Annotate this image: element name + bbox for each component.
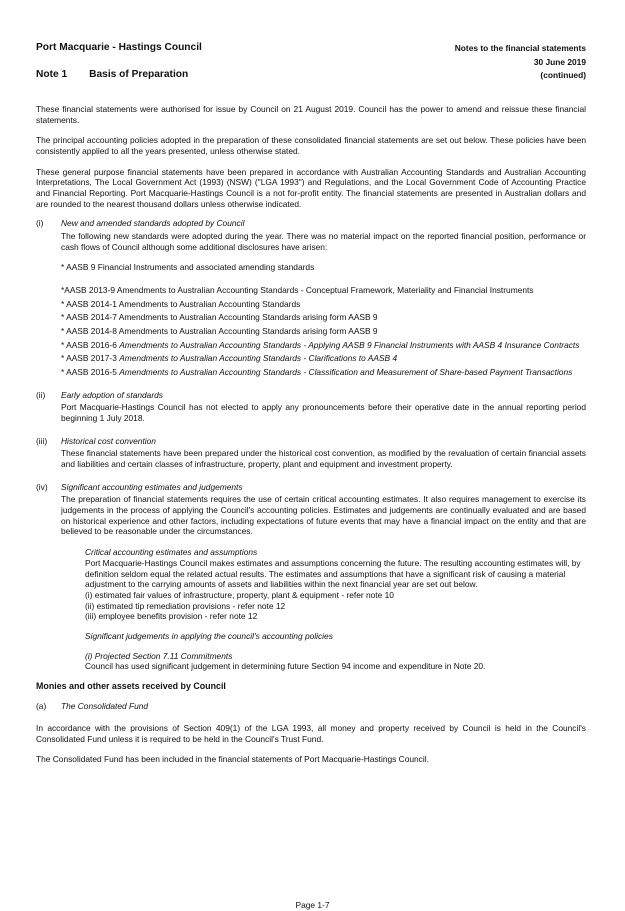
section-iv-text: The preparation of financial statements requires the use of certain critical accounting estimates. It also requires management to exercise its judgements in the process of applying the Council's accounting policies. Estimates and judgements are continually evaluated and are based on historical experience and other factors, including expectations of future events that may have a financial impact on the entity and that are believed to be reasonable under the circumstances. [61, 494, 586, 537]
section-i [36, 218, 586, 387]
estimate-item: (ii) estimated tip remediation provisions - refer note 12 [85, 600, 286, 611]
section-iv-title: Significant accounting estimates and judgements [61, 481, 243, 492]
section-a [36, 701, 586, 714]
intro-paragraph-2: The principal accounting policies adopted in the preparation of these consolidated financial statements are set out below. These policies have been consistently applied to all the years presented, unless otherwise stated. [36, 135, 586, 157]
standard-name: Amendments to Australian Accounting Standards - Clarifications to AASB 4 [119, 353, 398, 364]
standard-item: * AASB 2014-7 Amendments to Australian Accounting Standards arising form AASB 9 [61, 312, 378, 323]
section-a-title: The Consolidated Fund [61, 701, 149, 712]
critical-estimates-block [85, 547, 586, 672]
monies-heading: Monies and other assets received by Council [36, 680, 226, 691]
section-iii-number: (iii) [36, 435, 48, 446]
estimate-item: (i) estimated fair values of infrastructure, property, plant & equipment - refer note 10 [85, 589, 394, 600]
standard-item [61, 367, 586, 378]
section-iv-number: (iv) [36, 481, 48, 492]
standard-item: *AASB 2013-9 Amendments to Australian Accounting Standards - Conceptual Framework, Materiality and Financial Instruments [61, 285, 534, 296]
intro-paragraph-1: These financial statements were authorised for issue by Council on 21 August 2019. Council has the power to amend and reissue these financial statements. [36, 104, 586, 125]
section-i-body [61, 218, 586, 387]
section-iii [36, 436, 586, 480]
significant-judgements-title: Significant judgements in applying the council's accounting policies [85, 630, 333, 641]
standard-code: * AASB 2016-5 [61, 367, 120, 378]
section-i-number: (i) [36, 218, 44, 229]
section-a-number: (a) [36, 701, 47, 712]
standard-item: * AASB 9 Financial Instruments and associated amending standards [61, 262, 315, 273]
section-iv [36, 482, 586, 549]
section-a-body [61, 701, 586, 714]
section-ii-title: Early adoption of standards [61, 389, 163, 400]
section-i-text: The following new standards were adopted during the year. There was no material impact on the reported financial position, performance or cash flows of Council although some additional disclosures have arisen: [61, 231, 586, 252]
standard-name: Amendments to Australian Accounting Standards - Applying AASB 9 Financial Instruments with AASB 4 Insurance Contracts [119, 339, 580, 350]
section-iii-body [61, 436, 586, 480]
header-right-block [455, 42, 586, 83]
standard-item: * AASB 2014-1 Amendments to Australian Accounting Standards [61, 298, 301, 309]
note-number: Note 1 [36, 69, 68, 80]
standard-code: * AASB 2017-3 [61, 353, 120, 364]
page-number: Page 1-7 [295, 900, 330, 910]
section-ii-body [61, 390, 586, 434]
section-iii-title: Historical cost convention [61, 435, 156, 446]
intro-paragraph-3: These general purpose financial statements have been prepared in accordance with Australian Accounting Standards and Australian Accounting Interpretations, The Local Government Act (1993) (NSW) ("LGA 1993") and Regulations, and the Local Government Code of Accounting Practice and Financial Reporting. Port Macquarie-Hastings Council is a not for-profit entity. The financial statements are presented in Australian dollars and are rounded to the nearest thousand dollars unless otherwise indicated. [36, 166, 586, 209]
standard-code: * AASB 2016-6 [61, 339, 120, 350]
standard-item [61, 340, 586, 351]
council-name: Port Macquarie - Hastings Council [36, 42, 202, 53]
section-iii-text: These financial statements have been prepared under the historical cost convention, as modified by the revaluation of certain financial assets and liabilities and certain classes of infrastructure, property, plant and equipment and investment property. [61, 448, 586, 470]
monies-paragraph-1: In accordance with the provisions of Section 409(1) of the LGA 1993, all money and property received by Council is held in the Council's Consolidated Fund unless it is required to be held in the Council's Trust Fund. [36, 722, 586, 744]
header-continued: (continued) [540, 70, 586, 80]
standard-item: * AASB 2014-8 Amendments to Australian Accounting Standards arising form AASB 9 [61, 326, 378, 337]
estimate-item: (iii) employee benefits provision - refer note 12 [85, 611, 258, 622]
section-iv-body [61, 482, 586, 549]
standard-item [61, 353, 586, 364]
note-heading [36, 69, 188, 82]
standard-name: Amendments to Australian Accounting Standards - Classification and Measurement of Share-based Payment Transactions [119, 367, 573, 378]
judgement-subtitle: (i) Projected Section 7.11 Commitments [85, 650, 233, 661]
section-i-title: New and amended standards adopted by Council [61, 218, 245, 229]
critical-estimates-title: Critical accounting estimates and assumptions [85, 547, 258, 558]
section-ii [36, 390, 586, 434]
note-title: Basis of Preparation [89, 69, 189, 80]
header-date: 30 June 2019 [533, 56, 586, 67]
main-content [36, 104, 586, 775]
section-ii-number: (ii) [36, 389, 46, 400]
critical-estimates-text: Port Macquarie-Hastings Council makes estimates and assumptions concerning the future. The resulting accounting estimates will, by definition seldom equal the related actual results. The estimates and assumptions that have a significant risk of causing a material adjustment to the carrying amounts of assets and liabilities within the next financial year are set out below. [85, 557, 581, 590]
monies-paragraph-2: The Consolidated Fund has been included in the financial statements of Port Macquarie-Hastings Council. [36, 754, 429, 765]
header-statement-title: Notes to the financial statements [454, 43, 586, 53]
judgement-text: Council has used significant judgement in determining future Section 94 income and expenditure in Note 20. [85, 661, 486, 672]
section-ii-text: Port Macquarie-Hastings Council has not elected to apply any pronouncements before their operative date in the annual reporting period beginning 1 July 2018. [61, 402, 586, 424]
